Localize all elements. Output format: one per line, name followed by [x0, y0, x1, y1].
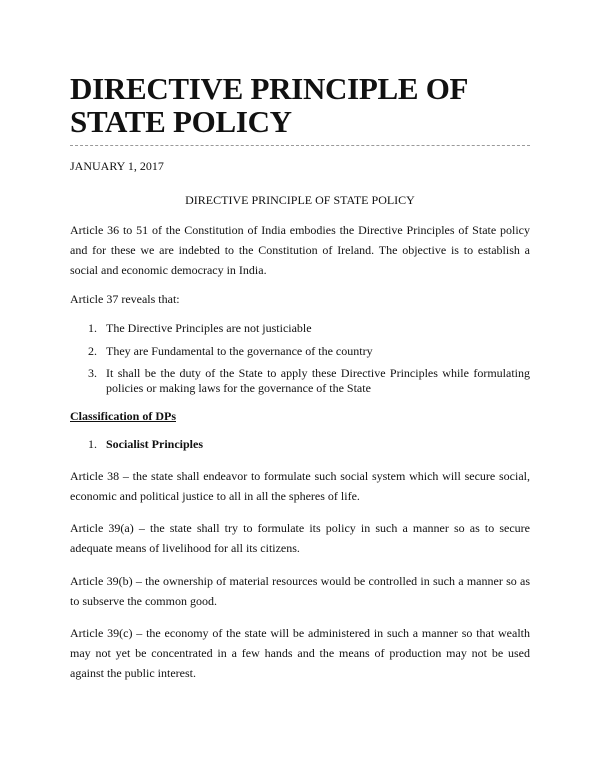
- list-item: 3. It shall be the duty of the State to apply these Directive Principles while formulating policies or making laws for the governance of the State: [88, 366, 530, 395]
- list-item: 2. They are Fundamental to the governance of the country: [88, 344, 373, 358]
- article37-list: [70, 321, 530, 396]
- article-paragraph: Article 39(b) – the ownership of material resources would be controlled in such a manner so as to subserve the common good.: [70, 574, 530, 608]
- article37-label: Article 37 reveals that:: [70, 292, 180, 306]
- article-paragraph: Article 38 – the state shall endeavor to formulate such social system which will secure social, economic and political justice to all in all the spheres of life.: [70, 469, 530, 503]
- classification-heading: Classification of DPs: [70, 409, 176, 423]
- document-title: DIRECTIVE PRINCIPLE OF STATE POLICY: [70, 71, 468, 139]
- article-paragraph: Article 39(a) – the state shall try to formulate its policy in such a manner so as to secure adequate means of livelihood for all its citizens.: [70, 521, 530, 555]
- intro-paragraph: Article 36 to 51 of the Constitution of India embodies the Directive Principles of State policy and for these we are indebted to the Constitution of Ireland. The objective is to establish a social and economic democracy in India.: [70, 223, 530, 277]
- document-subtitle: DIRECTIVE PRINCIPLE OF STATE POLICY: [185, 193, 415, 207]
- title-divider: [70, 145, 530, 146]
- section-heading-socialist: 1. Socialist Principles: [88, 437, 203, 451]
- post-date: JANUARY 1, 2017: [70, 159, 164, 173]
- article-paragraph: Article 39(c) – the economy of the state will be administered in such a manner so that wealth may not yet be concentrated in a few hands and the means of production may not be used against the public interest.: [70, 626, 530, 680]
- list-item: 1. The Directive Principles are not justiciable: [88, 321, 312, 335]
